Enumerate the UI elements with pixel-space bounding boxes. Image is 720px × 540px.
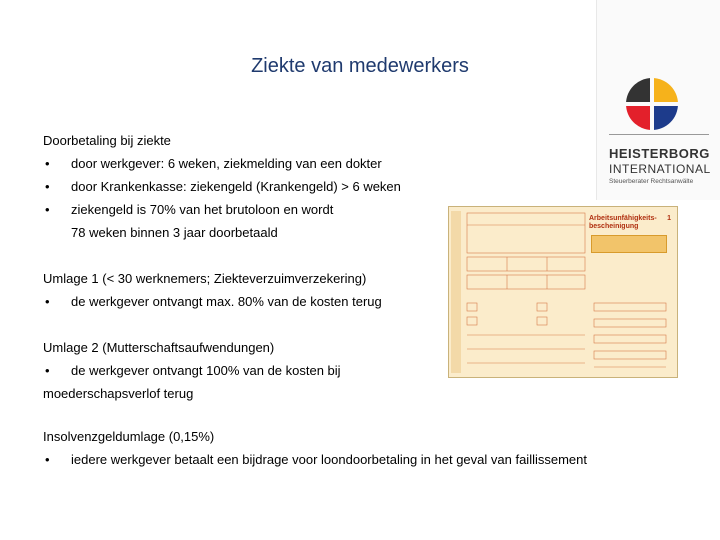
section-heading: Insolvenzgeldumlage (0,15%): [43, 429, 215, 444]
bullet-item: • door werkgever: 6 weken, ziekmelding van een dokter: [43, 152, 401, 175]
bullet-continuation: 78 weken binnen 3 jaar doorbetaald: [71, 225, 278, 240]
form-title: Arbeitsunfähigkeits- bescheinigung: [589, 215, 657, 230]
company-logo: [596, 0, 720, 200]
section-heading: Umlage 2 (Mutterschaftsaufwendungen): [43, 340, 275, 355]
brand-tagline: Steuerberater Rechtsanwälte: [609, 178, 694, 185]
slide-title: Ziekte van medewerkers: [251, 55, 469, 77]
brand-name: HEISTERBORG: [609, 146, 710, 161]
form-sticker: [591, 235, 667, 253]
bullet-item: • iedere werkgever betaalt een bijdrage voor loondoorbetaling in het geval van faillissement: [43, 448, 587, 471]
form-number: 1: [667, 215, 671, 222]
form-lines-icon: [449, 207, 677, 377]
section-umlage-1: [43, 267, 382, 313]
bullet-wrap-line: moederschapsverlof terug: [43, 386, 194, 401]
logo-divider: [609, 134, 709, 135]
section-insolvency: [43, 425, 587, 471]
logo-mark-icon: [624, 76, 680, 132]
bullet-item: • ziekengeld is 70% van het brutoloon en wordt: [43, 198, 401, 221]
section-heading: Umlage 1 (< 30 werknemers; Ziekteverzuimverzekering): [43, 271, 367, 286]
section-heading: Doorbetaling bij ziekte: [43, 133, 171, 148]
sick-note-form-image: [448, 206, 678, 378]
section-sick-pay: [43, 129, 401, 244]
section-umlage-2: [43, 336, 341, 405]
bullet-item: • de werkgever ontvangt 100% van de kosten bij: [43, 359, 341, 382]
bullet-item: • door Krankenkasse: ziekengeld (Krankengeld) > 6 weken: [43, 175, 401, 198]
brand-subtitle: INTERNATIONAL: [609, 162, 711, 176]
bullet-item: • de werkgever ontvangt max. 80% van de kosten terug: [43, 290, 382, 313]
